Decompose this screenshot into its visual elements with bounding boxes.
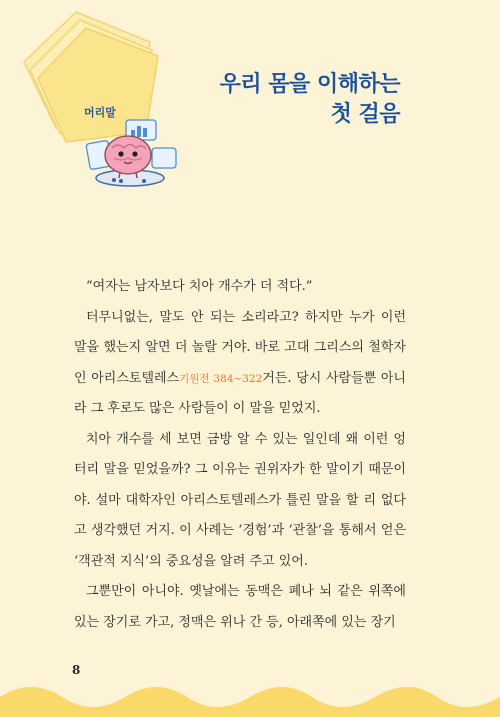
paragraph-text: 거든. 당시 사람들뿐 아니라 그 후로도 많은 사람들이 이 말을 믿었지. bbox=[74, 370, 406, 416]
page-number: 8 bbox=[72, 663, 81, 677]
page-title bbox=[220, 70, 400, 130]
bottom-wave-decoration bbox=[0, 667, 500, 717]
paragraph-quote: “여자는 남자보다 치아 개수가 더 적다.” bbox=[86, 279, 313, 294]
badge-label: 머리말 bbox=[84, 106, 116, 119]
paragraph-authority: 치아 개수를 세 보면 금방 알 수 있는 일인데 왜 이런 엉터리 말을 믿었을까? 그 이유는 권위자가 한 말이기 때문이야. 설마 대학자인 아리스토텔레스가 틀린 말을 할 리 없다고 생각했던 거지. 이 사례는 ‘경험’과 ‘관찰’을 통해서 얻은 ‘객관적 지식’의 중요성을 알려 주고 있어. bbox=[74, 431, 406, 569]
title-line-2: 첫 걸음 bbox=[330, 102, 400, 127]
paragraph-arteries: 그뿐만이 아니야. 옛날에는 동맥은 폐나 뇌 같은 위쪽에 있는 장기로 가고, 정맥은 위나 간 등, 아래쪽에 있는 장기 bbox=[74, 584, 406, 630]
paragraph-text: 터무니없는, 말도 안 되는 소리라고? 하지만 누가 이런 말을 했는지 알면 더 놀랄 거야. 바로 고대 그리스의 철학자인 아리스토텔레스 bbox=[74, 309, 406, 386]
title-line-1: 우리 몸을 이해하는 bbox=[219, 72, 400, 97]
body-text bbox=[74, 272, 406, 638]
paragraph-aristotle bbox=[74, 303, 406, 425]
date-annotation: 기원전 384~322 bbox=[179, 372, 263, 385]
